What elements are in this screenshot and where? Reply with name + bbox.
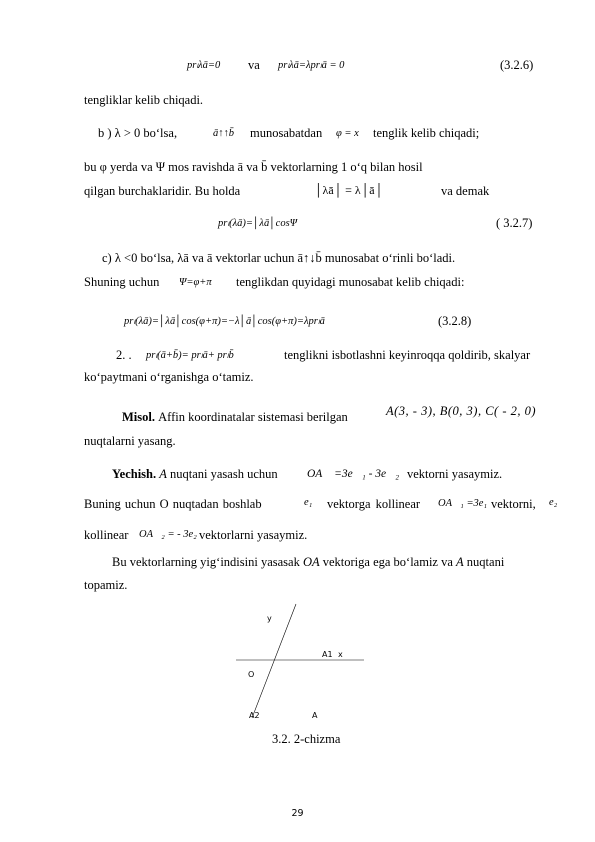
- paragraph-text: vektorga kollinear: [327, 497, 421, 511]
- paragraph-line: nuqtalarni yasang.: [84, 434, 176, 448]
- paragraph-text: tenglik kelib chiqadi;: [373, 126, 480, 140]
- paragraph-line: ko‘paytmani o‘rganishga o‘tamiz.: [84, 370, 254, 384]
- formula-text: OA⃗₂ = - 3e₂: [139, 529, 197, 540]
- y-axis-line: [252, 604, 296, 718]
- formula-text: prₗλā=λprₗā = 0: [278, 60, 345, 71]
- formula-e2: [549, 493, 557, 511]
- formula-projection-cos-psi: [218, 214, 297, 232]
- paragraph-text: nuqtani: [466, 555, 505, 569]
- point-a: A: [456, 555, 464, 569]
- example-heading: [122, 409, 348, 425]
- paragraph-text: munosabatdan: [250, 126, 323, 140]
- formula-text: prₗ(ā+b̄)= prₗā+ prₗb̄: [146, 350, 234, 361]
- formula-projection-negative-lambda: [124, 312, 325, 330]
- formula-text: ā↑↑b̄: [213, 128, 234, 139]
- item-number-2: 2. .: [116, 348, 132, 362]
- point-a: A: [159, 467, 167, 481]
- formula-e1: [304, 493, 312, 511]
- formula-projection-sum: [146, 346, 234, 364]
- formula-vector-oa: [307, 465, 399, 482]
- case-b-label: b ) λ > 0 bo‘lsa,: [98, 126, 178, 140]
- equation-number-3-2-7: ( 3.2.7): [496, 216, 533, 230]
- paragraph-text: vektorni,: [491, 497, 536, 511]
- paragraph-text: Affin koordinatalar sistemasi berilgan: [158, 410, 348, 424]
- formula-text: A(3, - 3), B(0, 3), C( - 2, 0): [386, 404, 537, 418]
- paragraph-line: [112, 554, 504, 570]
- formula-oa1: [438, 494, 487, 512]
- solution-heading: [112, 466, 278, 482]
- paragraph-line: c) λ <0 bo‘lsa, λā va ā vektorlar uchun ā↑↓b̄ munosabat o‘rinli bo‘ladi.: [102, 251, 456, 265]
- paragraph-text: nuqtani yasash uchun: [170, 467, 278, 481]
- example-label: Misol.: [122, 410, 155, 424]
- formula-text: e₂: [549, 497, 558, 508]
- paragraph-text: kollinear: [84, 528, 129, 542]
- label-o: O: [248, 670, 255, 679]
- page-number: 29: [291, 808, 304, 819]
- formula-points: [386, 403, 536, 420]
- formula-text: prₗ(λā)=│λā│cosΨ: [218, 218, 298, 229]
- paragraph-line: bu φ yerda va Ψ mos ravishda ā va b̄ vektorlarning 1 o‘q bilan hosil: [84, 160, 423, 174]
- figure-caption: 3.2. 2-chizma: [272, 732, 341, 746]
- formula-text: OA⃗ =3e⃗₁ - 3e⃗₂: [307, 468, 400, 480]
- label-x: x: [338, 650, 343, 659]
- paragraph-text: Buning uchun O nuqtadan boshlab: [84, 497, 262, 511]
- formula-text: OA⃗₁ =3e₁: [438, 498, 488, 509]
- paragraph-text: vektoriga ega bo‘lamiz va: [322, 555, 453, 569]
- formula-text: │λā│ = λ│ā│: [314, 183, 384, 197]
- paragraph-text: vektorni yasaymiz.: [407, 467, 503, 481]
- formula-text: e₁: [304, 497, 313, 508]
- conjunction-va: va: [248, 58, 260, 72]
- formula-codirectional: [213, 124, 234, 142]
- formula-pr-lambda-a-equals: [278, 56, 344, 74]
- label-y: y: [267, 614, 272, 623]
- equation-number-3-2-8: (3.2.8): [438, 314, 472, 328]
- paragraph-line: tengliklar kelib chiqadi.: [84, 93, 204, 107]
- label-a1: A1: [322, 650, 333, 659]
- formula-text: φ = x: [336, 128, 359, 139]
- paragraph-text: Shuning uchun: [84, 275, 160, 289]
- formula-oa2: [139, 525, 197, 543]
- formula-pr-lambda-a-zero: [187, 56, 220, 74]
- paragraph-text: qilgan burchaklaridir. Bu holda: [84, 184, 241, 198]
- paragraph-line: topamiz.: [84, 578, 128, 592]
- vector-oa: OA: [302, 555, 320, 569]
- paragraph-text: tenglikni isbotlashni keyinroqqa qoldirib, skalyar: [284, 348, 531, 362]
- formula-psi-phi-pi: [179, 273, 212, 291]
- paragraph-text: va demak: [441, 184, 490, 198]
- solution-label: Yechish.: [112, 467, 157, 481]
- formula-text: Ψ=φ+π: [179, 277, 212, 288]
- paragraph-text: vektorlarni yasaymiz.: [199, 528, 308, 542]
- paragraph-text: Bu vektorlarning yig‘indisini yasasak: [112, 555, 300, 569]
- label-a: A: [312, 711, 318, 720]
- formula-phi-equals-x: [336, 124, 359, 142]
- formula-abs-lambda-a: [314, 182, 383, 198]
- formula-text: prₗ(λā)=│λā│cos(φ+π)=−λ│ā│cos(φ+π)=λprₗā: [124, 316, 325, 327]
- formula-text: prₗλā=0: [187, 60, 221, 71]
- paragraph-text: tenglikdan quyidagi munosabat kelib chiqadi:: [236, 275, 465, 289]
- equation-number-3-2-6: (3.2.6): [500, 58, 534, 72]
- figure-affine-construction: [230, 600, 370, 725]
- label-a2: A2: [249, 711, 260, 720]
